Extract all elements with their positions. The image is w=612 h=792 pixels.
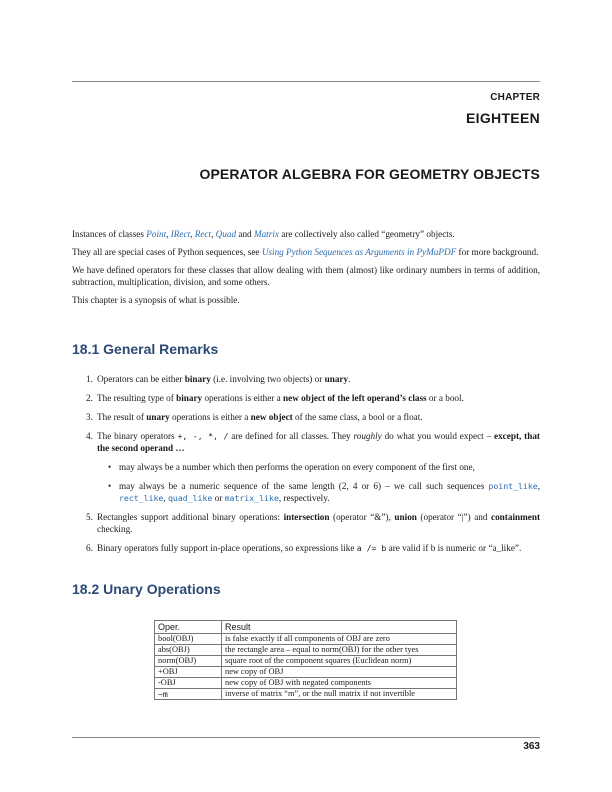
link-quad[interactable]: Quad [215, 229, 237, 239]
second-operand-list [97, 461, 540, 504]
intro-paragraph-3: We have defined operators for these classes that allow dealing with them (almost) like ordinary numbers in terms of addition, subtraction, multiplication, division, and some others. [72, 265, 540, 287]
table-row [155, 656, 457, 667]
table-header-cell: Oper. [155, 621, 222, 634]
list-item: • may always be a number which then performs the operation on every component of the first one, [97, 461, 540, 473]
table-row [155, 678, 457, 689]
table-header-cell: Result [222, 621, 457, 634]
table-header-row [155, 621, 457, 634]
link-irect[interactable]: IRect [170, 229, 191, 239]
intro-paragraph-1: Instances of classes Point, IRect, Rect, Quad and Matrix are collectively also called “geometry” objects. [72, 229, 455, 239]
table-cell: is false exactly if all components of OBJ are zero [222, 634, 457, 645]
table-row [155, 645, 457, 656]
top-rule [72, 81, 540, 82]
table-row [155, 689, 457, 700]
link-python-sequences[interactable]: Using Python Sequences as Arguments in PyMuPDF [261, 247, 457, 257]
chapter-number: EIGHTEEN [466, 110, 540, 126]
link-matrix[interactable]: Matrix [253, 229, 279, 239]
intro-paragraph-4: This chapter is a synopsis of what is possible. [72, 295, 240, 305]
unary-operations-table [154, 620, 457, 700]
list-item: 2. The resulting type of binary operations is either a new object of the left operand’s class or a bool. [86, 393, 464, 403]
page-number: 363 [523, 741, 540, 752]
table-cell: new copy of OBJ with negated components [222, 678, 457, 689]
link-matrix-like[interactable]: matrix_like [224, 493, 279, 503]
list-item: 1. Operators can be either binary (i.e. involving two objects) or unary. [86, 374, 351, 384]
table-cell: bool(OBJ) [155, 634, 222, 645]
list-item: 4. The binary operators +, -, *, / are defined for all classes. They roughly do what you would expect – except, that the second operand … • may always be a number which then performs the operation on every component of the first one, • may always be a numeric sequence of the same length (2, 4 or 6) – we call such sequences point_like, rect_like, quad_like or matrix_like, respectively. [72, 430, 540, 504]
link-rect-like[interactable]: rect_like [119, 493, 164, 503]
intro-paragraph-2: They all are special cases of Python sequences, see Using Python Sequences as Arguments in PyMuPDF for more background. [72, 247, 539, 257]
intro-text [72, 228, 540, 312]
table-row [155, 667, 457, 678]
link-point[interactable]: Point [146, 229, 167, 239]
list-item: 3. The result of unary operations is either a new object of the same class, a bool or a float. [86, 412, 423, 422]
table-cell: +OBJ [155, 667, 222, 678]
page-title: OPERATOR ALGEBRA FOR GEOMETRY OBJECTS [199, 166, 540, 182]
table-cell: the rectangle area – equal to norm(OBJ) for the other tyes [222, 645, 457, 656]
table-cell: abs(OBJ) [155, 645, 222, 656]
list-item: 6. Binary operators fully support in-place operations, so expressions like a /= b are valid if b is numeric or “a_like”. [86, 543, 522, 553]
link-point-like[interactable]: point_like [488, 481, 538, 491]
link-rect[interactable]: Rect [194, 229, 212, 239]
list-item: 5. Rectangles support additional binary operations: intersection (operator “&”), union (operator “|”) and containment checking. [86, 512, 541, 534]
table-cell: -OBJ [155, 678, 222, 689]
table-cell: new copy of OBJ [222, 667, 457, 678]
table-cell: inverse of matrix “m”, or the null matrix if not invertible [222, 689, 457, 700]
section-heading-unary-operations: 18.2 Unary Operations [72, 581, 221, 597]
general-remarks-list [72, 373, 540, 561]
footer-rule [72, 737, 540, 738]
table-cell: square root of the component squares (Euclidean norm) [222, 656, 457, 667]
table-cell: ~m [155, 689, 222, 700]
table-row [155, 634, 457, 645]
table-cell: norm(OBJ) [155, 656, 222, 667]
section-heading-general-remarks: 18.1 General Remarks [72, 341, 219, 357]
chapter-label: CHAPTER [490, 92, 540, 103]
list-item: • may always be a numeric sequence of the same length (2, 4 or 6) – we call such sequences point_like, rect_like, quad_like or matrix_like, respectively. [97, 480, 540, 504]
link-quad-like[interactable]: quad_like [167, 493, 213, 503]
